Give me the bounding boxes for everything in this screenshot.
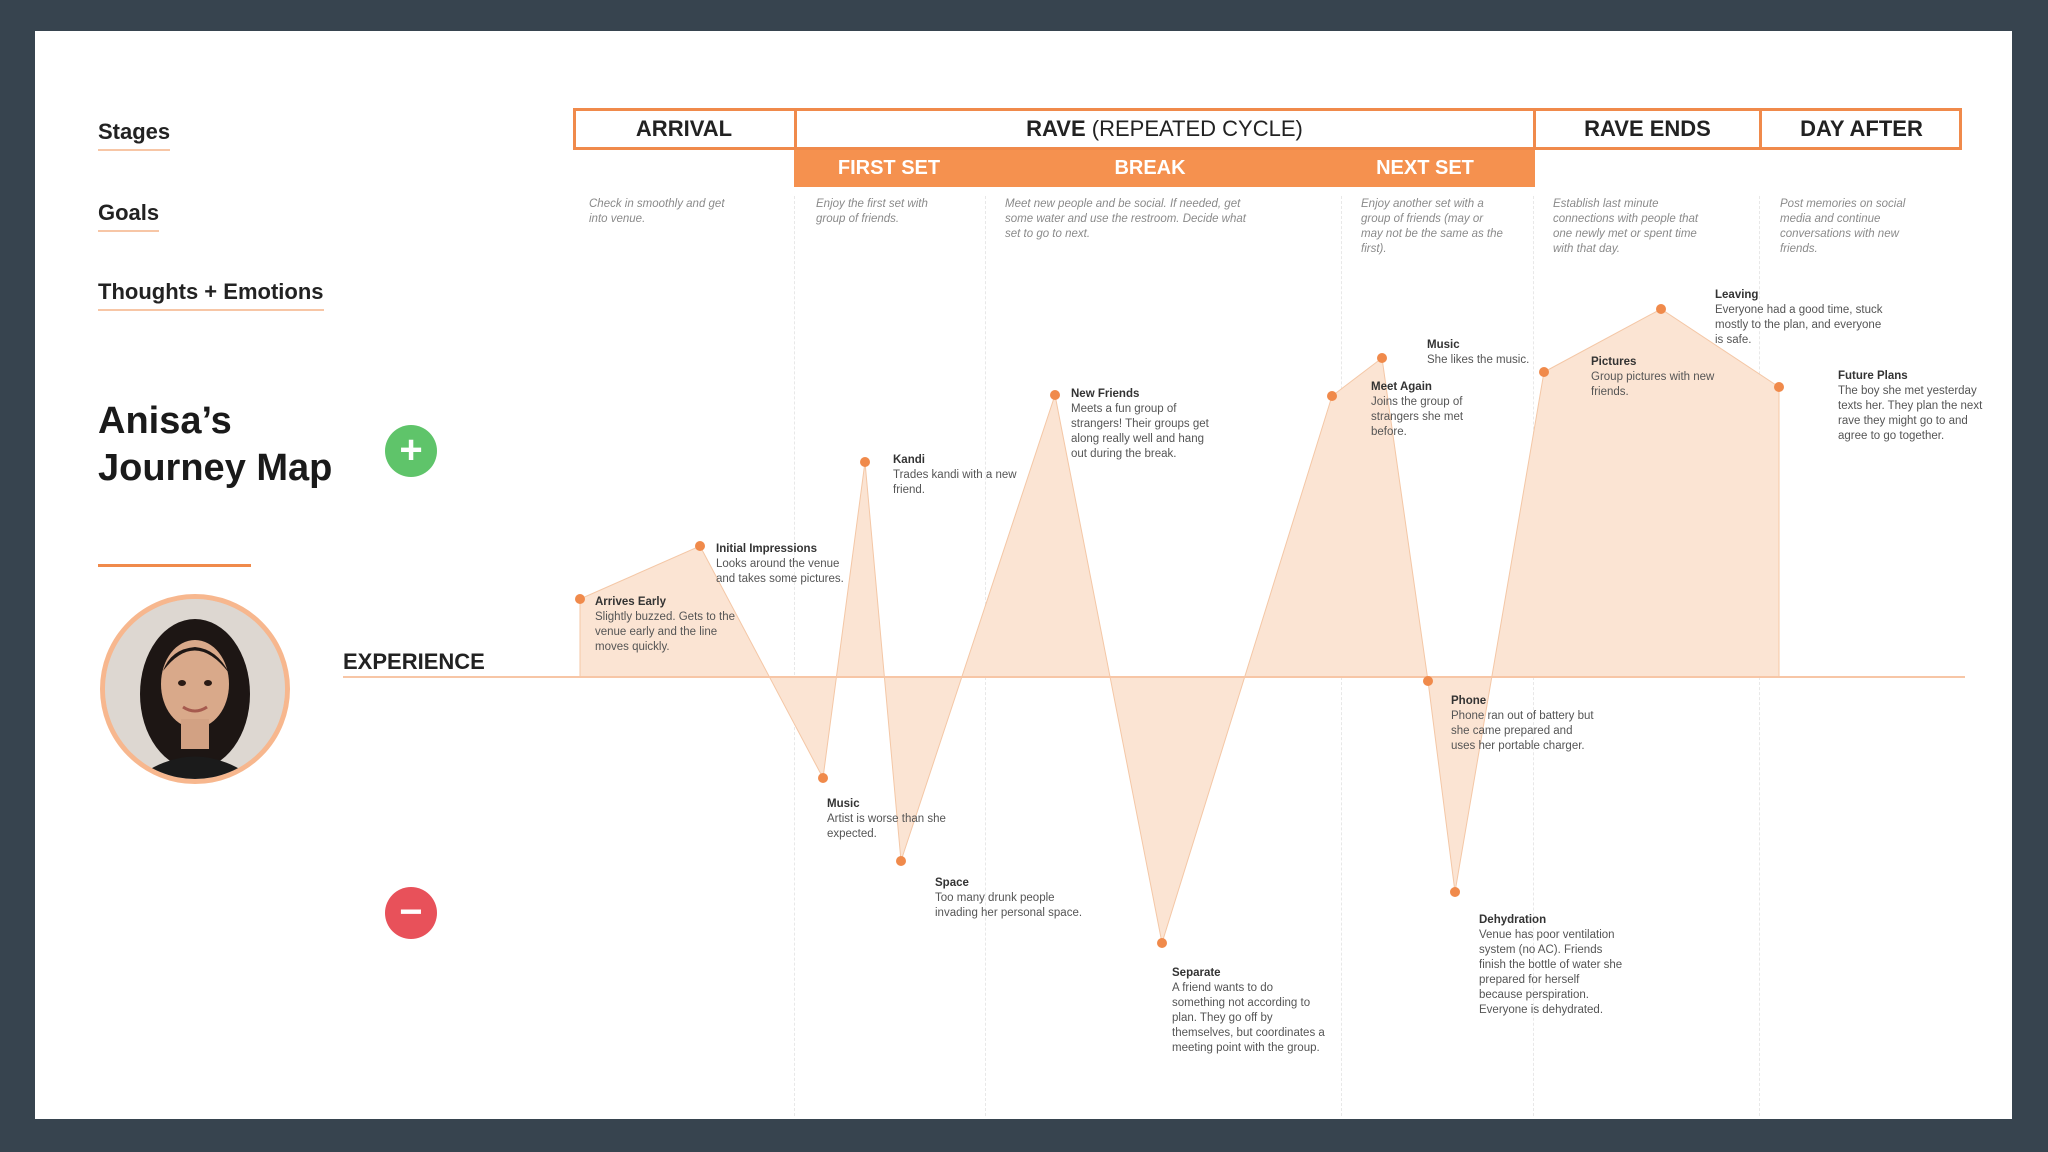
point-label: Phone Phone ran out of battery but she came prepared and uses her portable charger. bbox=[1451, 695, 1594, 752]
row-label-thoughts: Thoughts + Emotions bbox=[98, 279, 324, 311]
stage-subtitle: (REPEATED CYCLE) bbox=[1085, 116, 1303, 141]
stage-name: DAY AFTER bbox=[1800, 116, 1923, 141]
point-label: New Friends Meets a fun group of strangers! Their groups get along really well and hang out during the break. bbox=[1071, 388, 1209, 460]
stage-name: ARRIVAL bbox=[635, 116, 733, 141]
experience-point bbox=[1423, 676, 1433, 686]
point-label: Meet Again Joins the group of strangers she met before. bbox=[1371, 381, 1464, 438]
point-label: Future Plans The boy she met yesterday texts her. They plan the next rave they might go to and agree to go together. bbox=[1838, 370, 1983, 442]
page-title: Anisa’s Journey Map bbox=[98, 400, 333, 489]
substage-next-set: NEXT SET bbox=[1376, 157, 1474, 179]
journey-map-canvas bbox=[35, 31, 2012, 1119]
experience-point bbox=[575, 594, 585, 604]
stage-name: RAVE ENDS bbox=[1584, 116, 1711, 141]
experience-point bbox=[1377, 353, 1387, 363]
experience-point bbox=[1157, 938, 1167, 948]
experience-point bbox=[818, 773, 828, 783]
stage-name: RAVE bbox=[1026, 116, 1086, 141]
experience-point bbox=[1450, 887, 1460, 897]
minus-icon: − bbox=[385, 887, 437, 939]
experience-axis-label: EXPERIENCE bbox=[343, 649, 485, 674]
experience-point bbox=[860, 457, 870, 467]
experience-point bbox=[1050, 390, 1060, 400]
point-label: Space Too many drunk people invading her personal space. bbox=[935, 877, 1083, 919]
point-label: Dehydration Venue has poor ventilation system (no AC). Friends finish the bottle of water she prepared for herself because perspiration. Everyone is dehydrated. bbox=[1479, 914, 1623, 1016]
point-label: Initial Impressions Looks around the venue and takes some pictures. bbox=[716, 543, 844, 585]
plus-icon: + bbox=[385, 425, 437, 477]
experience-point bbox=[1656, 304, 1666, 314]
row-label-goals: Goals bbox=[98, 200, 159, 232]
point-label: Music She likes the music. bbox=[1427, 339, 1530, 366]
goal-next-set: Enjoy another set with a group of friends (may or may not be the same as the first). bbox=[1361, 198, 1503, 255]
goal-first-set: Enjoy the first set with group of friends. bbox=[816, 198, 928, 225]
substage-first-set: FIRST SET bbox=[837, 157, 941, 179]
experience-point bbox=[1327, 391, 1337, 401]
point-label: Arrives Early Slightly buzzed. Gets to the venue early and the line moves quickly. bbox=[595, 596, 735, 653]
row-label-stages: Stages bbox=[98, 119, 170, 151]
point-label: Kandi Trades kandi with a new friend. bbox=[893, 454, 1017, 496]
point-label: Separate A friend wants to do something not according to plan. They go off by themselves, but coordinates a meeting point with the group. bbox=[1172, 967, 1325, 1054]
experience-point bbox=[695, 541, 705, 551]
substage-break: BREAK bbox=[1114, 157, 1186, 179]
goal-arrival: Check in smoothly and get into venue. bbox=[589, 198, 725, 225]
point-label: Pictures Group pictures with new friends. bbox=[1591, 356, 1715, 398]
point-label: Music Artist is worse than she expected. bbox=[827, 798, 946, 840]
experience-point bbox=[1539, 367, 1549, 377]
experience-point bbox=[1774, 382, 1784, 392]
experience-chart bbox=[35, 31, 2012, 1119]
goal-break: Meet new people and be social. If needed, get some water and use the restroom. Decide what set to go to next. bbox=[1005, 198, 1246, 240]
point-label: Leaving Everyone had a good time, stuck mostly to the plan, and everyone is safe. bbox=[1715, 289, 1883, 346]
goal-day-after: Post memories on social media and continue conversations with new friends. bbox=[1780, 198, 1906, 255]
goal-rave-ends: Establish last minute connections with people that one newly met or spent time with that day. bbox=[1553, 198, 1699, 255]
experience-point bbox=[896, 856, 906, 866]
